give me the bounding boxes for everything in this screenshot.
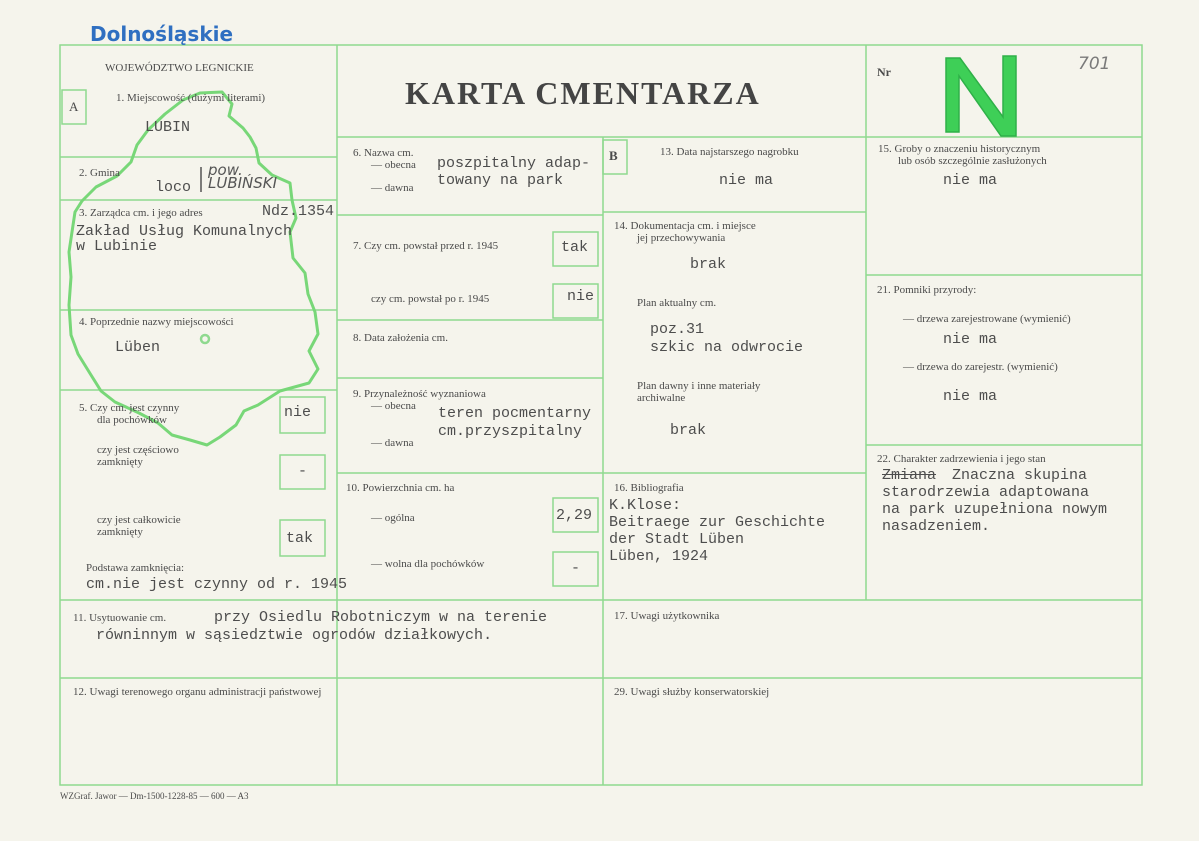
field-3-value-line2: w Lubinie <box>76 238 158 255</box>
field-21-to-register-label: — drzewa do zarejestr. (wymienić) <box>903 361 1058 373</box>
field-21-registered-label: — drzewa zarejestrowane (wymienić) <box>903 313 1071 325</box>
field-22-struck-word: Zmiana <box>882 467 937 484</box>
field-15-label-line2: lub osób szczególnie zasłużonych <box>898 155 1047 167</box>
field-6-label: 6. Nazwa cm. <box>353 147 414 159</box>
field-5-basis-label: Podstawa zamknięcia: <box>86 562 185 574</box>
field-16-value-line1: K.Klose: <box>609 497 682 514</box>
field-14-value: brak <box>690 256 727 273</box>
field-5-partial-value: - <box>298 463 308 480</box>
field-22-value-line1: Znaczna skupina <box>952 467 1088 484</box>
field-6-current-label: — obecna <box>371 159 416 171</box>
field-22-label: 22. Charakter zadrzewienia i jego stan <box>877 453 1046 465</box>
field-3-label: 3. Zarządca cm. i jego adres <box>79 207 203 219</box>
field-17-label: 17. Uwagi użytkownika <box>614 610 720 622</box>
field-16-value-line2: Beitraege zur Geschichte <box>609 514 826 531</box>
field-5-partial-label-line1: czy jest częściowo <box>97 444 179 456</box>
field-10-total-value: 2,29 <box>556 507 593 524</box>
field-5-label-line1: 5. Czy cm. jest czynny <box>79 402 180 414</box>
field-5-total-value: tak <box>286 530 314 547</box>
field-9-former-label: — dawna <box>371 437 414 449</box>
field-9-current-label: — obecna <box>371 400 416 412</box>
field-8-label: 8. Data założenia cm. <box>353 332 448 344</box>
field-16-value-line3: der Stadt Lüben <box>609 531 745 548</box>
field-14-plan-value-line2: szkic na odwrocie <box>650 339 804 356</box>
field-14-old-value: brak <box>670 422 707 439</box>
field-1-value: LUBIN <box>145 119 191 136</box>
card-number: 701 <box>1078 54 1111 74</box>
field-7-label: 7. Czy cm. powstał przed r. 1945 <box>353 240 499 252</box>
field-29-label: 29. Uwagi służby konserwatorskiej <box>614 686 770 698</box>
field-21-label: 21. Pomniki przyrody: <box>877 284 977 296</box>
nr-label: Nr <box>877 65 891 79</box>
field-6-value-line1: poszpitalny adap- <box>437 155 591 172</box>
field-5-total-label-line1: czy jest całkowicie <box>97 514 181 526</box>
field-2-handwritten: pow. LUBIŃSKI <box>208 161 278 192</box>
field-2-value: loco <box>155 179 192 196</box>
field-5-basis-value: cm.nie jest czynny od r. 1945 <box>86 576 348 593</box>
field-5-total-label-line2: zamknięty <box>97 526 143 538</box>
field-10-free-value: - <box>571 560 581 577</box>
field-4-label: 4. Poprzednie nazwy miejscowości <box>79 316 234 328</box>
field-9-value-line1: teren pocmentarny <box>438 405 592 422</box>
field-15-label-line1: 15. Groby o znaczeniu historycznym <box>878 143 1041 155</box>
field-22-value-line2: starodrzewia adaptowana <box>882 484 1090 501</box>
field-11-label: 11. Usytuowanie cm. <box>73 612 167 624</box>
field-14-old-label-line2: archiwalne <box>637 392 686 404</box>
field-7b-value: nie <box>567 288 595 305</box>
field-6-value-line2: towany na park <box>437 172 564 189</box>
marker-letter-n-drawing <box>946 56 1016 136</box>
field-10-total-label: — ogólna <box>371 512 415 524</box>
field-14-label-line1: 14. Dokumentacja cm. i miejsce <box>614 220 756 232</box>
form-title: KARTA CMENTARZA <box>405 75 761 111</box>
field-10-free-label: — wolna dla pochówków <box>371 558 485 570</box>
field-5-label-line2: dla pochówków <box>97 414 167 426</box>
field-5-partial-label-line2: zamknięty <box>97 456 143 468</box>
field-5-value: nie <box>284 404 312 421</box>
field-9-value-line2: cm.przyszpitalny <box>438 423 583 440</box>
field-7-value: tak <box>561 239 589 256</box>
field-15-value: nie ma <box>943 172 998 189</box>
field-21-to-register-value: nie ma <box>943 388 998 405</box>
field-3-code: Ndz.1354 <box>262 203 335 220</box>
field-3-value-line1: Zakład Usług Komunalnych <box>76 223 293 240</box>
location-marker-drawing <box>201 335 209 343</box>
region-stamp: Dolnośląskie <box>90 22 234 46</box>
district-outline-drawing <box>69 92 318 445</box>
field-4-value: Lüben <box>115 339 161 356</box>
field-10-label: 10. Powierzchnia cm. ha <box>346 482 455 494</box>
voivodeship-label: WOJEWÓDZTWO LEGNICKIE <box>105 62 254 74</box>
field-11-value-line1: przy Osiedlu Robotniczym w na terenie <box>214 609 548 626</box>
field-11-value-line2: równinnym w sąsiedztwie ogrodów działkowych. <box>96 627 493 644</box>
field-21-registered-value: nie ma <box>943 331 998 348</box>
field-12-label: 12. Uwagi terenowego organu administracji państwowej <box>73 686 322 698</box>
field-14-plan-value-line1: poz.31 <box>650 321 705 338</box>
field-14-old-label-line1: Plan dawny i inne materiały <box>637 380 761 392</box>
field-13-label: 13. Data najstarszego nagrobku <box>660 146 799 158</box>
field-22-value-line4: nasadzeniem. <box>882 518 991 535</box>
field-2-label: 2. Gmina <box>79 167 120 179</box>
field-13-value: nie ma <box>719 172 774 189</box>
field-16-label: 16. Bibliografia <box>614 482 684 494</box>
printer-footer: WZGraf. Jawor — Dm-1500-1228-85 — 600 — A3 <box>60 791 249 801</box>
section-b-letter: B <box>609 148 618 163</box>
field-22-value-line3: na park uzupełniona nowym <box>882 501 1108 518</box>
field-14-label-line2: jej przechowywania <box>637 232 726 244</box>
section-a-letter: A <box>69 99 79 114</box>
field-6-former-label: — dawna <box>371 182 414 194</box>
field-1-label: 1. Miejscowość (dużymi literami) <box>116 92 266 104</box>
field-16-value-line4: Lüben, 1924 <box>609 548 709 565</box>
field-14-plan-label: Plan aktualny cm. <box>637 297 717 309</box>
field-9-label: 9. Przynależność wyznaniowa <box>353 388 486 400</box>
field-7b-label: czy cm. powstał po r. 1945 <box>371 293 490 305</box>
